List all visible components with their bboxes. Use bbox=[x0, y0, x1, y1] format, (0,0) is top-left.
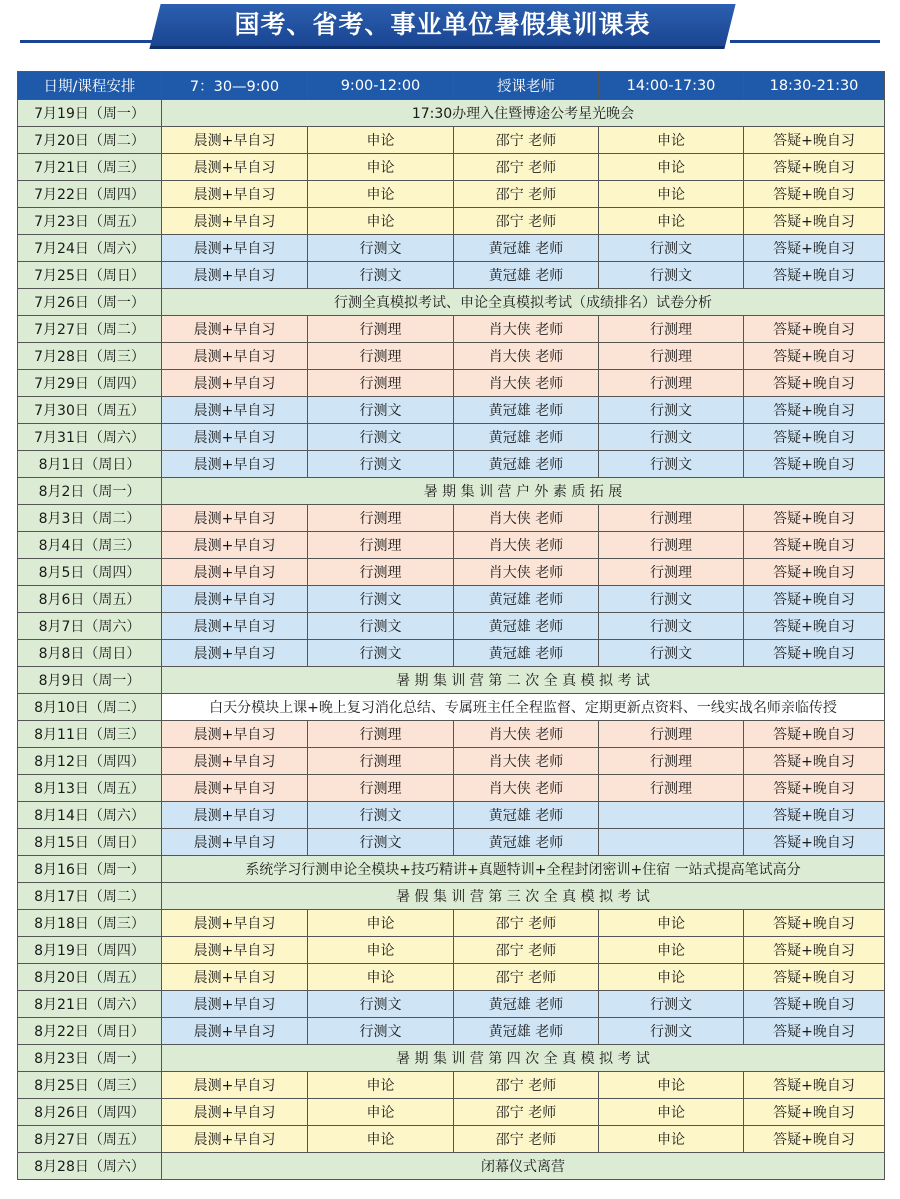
cell-date: 8月20日（周五） bbox=[18, 964, 162, 991]
cell-morning-session: 行测文 bbox=[308, 1018, 454, 1045]
cell-afternoon-session: 行测文 bbox=[599, 640, 744, 667]
cell-teacher: 黄冠雄 老师 bbox=[454, 235, 599, 262]
cell-morning-session: 行测理 bbox=[308, 775, 454, 802]
cell-date: 7月20日（周二） bbox=[18, 127, 162, 154]
cell-date: 8月9日（周一） bbox=[18, 667, 162, 694]
cell-evening-session: 答疑+晚自习 bbox=[744, 910, 885, 937]
cell-afternoon-session: 申论 bbox=[599, 1126, 744, 1153]
cell-event: 暑 假 集 训 营 第 三 次 全 真 模 拟 考 试 bbox=[162, 883, 885, 910]
cell-early-session: 晨测+早自习 bbox=[162, 181, 308, 208]
cell-morning-session: 行测理 bbox=[308, 505, 454, 532]
cell-morning-session: 行测理 bbox=[308, 343, 454, 370]
cell-early-session: 晨测+早自习 bbox=[162, 451, 308, 478]
cell-teacher: 黄冠雄 老师 bbox=[454, 829, 599, 856]
cell-teacher: 肖大侠 老师 bbox=[454, 316, 599, 343]
cell-date: 8月23日（周一） bbox=[18, 1045, 162, 1072]
cell-afternoon-session: 行测理 bbox=[599, 370, 744, 397]
table-row bbox=[18, 100, 885, 127]
cell-teacher: 黄冠雄 老师 bbox=[454, 262, 599, 289]
cell-afternoon-session: 申论 bbox=[599, 937, 744, 964]
cell-afternoon-session: 行测文 bbox=[599, 235, 744, 262]
cell-teacher: 肖大侠 老师 bbox=[454, 748, 599, 775]
cell-afternoon-session: 申论 bbox=[599, 127, 744, 154]
cell-afternoon-session: 行测文 bbox=[599, 991, 744, 1018]
cell-morning-session: 行测文 bbox=[308, 397, 454, 424]
cell-early-session: 晨测+早自习 bbox=[162, 559, 308, 586]
cell-morning-session: 申论 bbox=[308, 208, 454, 235]
table-row bbox=[18, 316, 885, 343]
cell-date: 7月28日（周三） bbox=[18, 343, 162, 370]
cell-early-session: 晨测+早自习 bbox=[162, 262, 308, 289]
cell-evening-session: 答疑+晚自习 bbox=[744, 991, 885, 1018]
cell-afternoon-session: 行测理 bbox=[599, 559, 744, 586]
cell-afternoon-session: 行测文 bbox=[599, 424, 744, 451]
cell-date: 7月31日（周六） bbox=[18, 424, 162, 451]
cell-morning-session: 行测理 bbox=[308, 559, 454, 586]
table-row bbox=[18, 667, 885, 694]
cell-evening-session: 答疑+晚自习 bbox=[744, 937, 885, 964]
cell-afternoon-session: 行测理 bbox=[599, 343, 744, 370]
cell-teacher: 肖大侠 老师 bbox=[454, 721, 599, 748]
cell-date: 7月22日（周四） bbox=[18, 181, 162, 208]
cell-afternoon-session: 行测理 bbox=[599, 532, 744, 559]
header-slot-morning-early: 7：30—9:00 bbox=[162, 72, 308, 100]
cell-evening-session: 答疑+晚自习 bbox=[744, 613, 885, 640]
table-row bbox=[18, 1018, 885, 1045]
cell-afternoon-session: 行测文 bbox=[599, 586, 744, 613]
cell-afternoon-session: 行测文 bbox=[599, 451, 744, 478]
cell-teacher: 邵宁 老师 bbox=[454, 964, 599, 991]
cell-afternoon-session: 申论 bbox=[599, 1099, 744, 1126]
cell-morning-session: 行测文 bbox=[308, 424, 454, 451]
cell-evening-session: 答疑+晚自习 bbox=[744, 721, 885, 748]
cell-evening-session: 答疑+晚自习 bbox=[744, 1126, 885, 1153]
cell-early-session: 晨测+早自习 bbox=[162, 424, 308, 451]
cell-evening-session: 答疑+晚自习 bbox=[744, 802, 885, 829]
cell-teacher: 肖大侠 老师 bbox=[454, 532, 599, 559]
table-row bbox=[18, 208, 885, 235]
cell-afternoon-session: 行测文 bbox=[599, 613, 744, 640]
cell-event: 暑 期 集 训 营 第 四 次 全 真 模 拟 考 试 bbox=[162, 1045, 885, 1072]
cell-early-session: 晨测+早自习 bbox=[162, 1099, 308, 1126]
cell-evening-session: 答疑+晚自习 bbox=[744, 154, 885, 181]
cell-date: 7月23日（周五） bbox=[18, 208, 162, 235]
cell-afternoon-session: 行测文 bbox=[599, 262, 744, 289]
cell-morning-session: 行测理 bbox=[308, 748, 454, 775]
cell-evening-session: 答疑+晚自习 bbox=[744, 748, 885, 775]
table-row bbox=[18, 613, 885, 640]
cell-early-session: 晨测+早自习 bbox=[162, 208, 308, 235]
cell-teacher: 邵宁 老师 bbox=[454, 154, 599, 181]
cell-morning-session: 行测理 bbox=[308, 721, 454, 748]
cell-evening-session: 答疑+晚自习 bbox=[744, 1018, 885, 1045]
table-row bbox=[18, 181, 885, 208]
cell-date: 8月18日（周三） bbox=[18, 910, 162, 937]
cell-evening-session: 答疑+晚自习 bbox=[744, 1072, 885, 1099]
table-row bbox=[18, 235, 885, 262]
table-row bbox=[18, 154, 885, 181]
cell-date: 8月4日（周三） bbox=[18, 532, 162, 559]
cell-evening-session: 答疑+晚自习 bbox=[744, 775, 885, 802]
cell-evening-session: 答疑+晚自习 bbox=[744, 262, 885, 289]
cell-morning-session: 行测文 bbox=[308, 640, 454, 667]
cell-evening-session: 答疑+晚自习 bbox=[744, 370, 885, 397]
cell-event: 暑 期 集 训 营 户 外 素 质 拓 展 bbox=[162, 478, 885, 505]
cell-early-session: 晨测+早自习 bbox=[162, 964, 308, 991]
cell-early-session: 晨测+早自习 bbox=[162, 721, 308, 748]
table-row bbox=[18, 343, 885, 370]
cell-teacher: 邵宁 老师 bbox=[454, 937, 599, 964]
table-row bbox=[18, 397, 885, 424]
cell-early-session: 晨测+早自习 bbox=[162, 613, 308, 640]
cell-teacher: 黄冠雄 老师 bbox=[454, 802, 599, 829]
cell-evening-session: 答疑+晚自习 bbox=[744, 343, 885, 370]
cell-early-session: 晨测+早自习 bbox=[162, 316, 308, 343]
cell-early-session: 晨测+早自习 bbox=[162, 586, 308, 613]
table-row bbox=[18, 775, 885, 802]
cell-early-session: 晨测+早自习 bbox=[162, 937, 308, 964]
cell-afternoon-session bbox=[599, 802, 744, 829]
cell-date: 8月10日（周二） bbox=[18, 694, 162, 721]
cell-afternoon-session: 申论 bbox=[599, 910, 744, 937]
cell-morning-session: 申论 bbox=[308, 154, 454, 181]
cell-date: 7月25日（周日） bbox=[18, 262, 162, 289]
table-row bbox=[18, 802, 885, 829]
cell-evening-session: 答疑+晚自习 bbox=[744, 964, 885, 991]
table-row bbox=[18, 910, 885, 937]
cell-morning-session: 行测理 bbox=[308, 532, 454, 559]
schedule-table bbox=[17, 71, 885, 1180]
cell-early-session: 晨测+早自习 bbox=[162, 640, 308, 667]
cell-afternoon-session: 行测理 bbox=[599, 775, 744, 802]
cell-date: 8月1日（周日） bbox=[18, 451, 162, 478]
cell-teacher: 黄冠雄 老师 bbox=[454, 640, 599, 667]
table-row bbox=[18, 1153, 885, 1180]
table-row bbox=[18, 991, 885, 1018]
cell-afternoon-session: 申论 bbox=[599, 964, 744, 991]
cell-morning-session: 行测文 bbox=[308, 802, 454, 829]
table-row bbox=[18, 856, 885, 883]
cell-date: 8月3日（周二） bbox=[18, 505, 162, 532]
cell-date: 8月6日（周五） bbox=[18, 586, 162, 613]
cell-afternoon-session: 行测理 bbox=[599, 748, 744, 775]
cell-teacher: 黄冠雄 老师 bbox=[454, 613, 599, 640]
cell-morning-session: 申论 bbox=[308, 964, 454, 991]
cell-evening-session: 答疑+晚自习 bbox=[744, 397, 885, 424]
cell-teacher: 黄冠雄 老师 bbox=[454, 424, 599, 451]
cell-event: 17:30办理入住暨博途公考星光晚会 bbox=[162, 100, 885, 127]
cell-morning-session: 申论 bbox=[308, 1072, 454, 1099]
cell-early-session: 晨测+早自习 bbox=[162, 829, 308, 856]
header-row bbox=[18, 72, 885, 100]
cell-teacher: 黄冠雄 老师 bbox=[454, 451, 599, 478]
cell-morning-session: 行测文 bbox=[308, 829, 454, 856]
cell-evening-session: 答疑+晚自习 bbox=[744, 1099, 885, 1126]
table-row bbox=[18, 1045, 885, 1072]
cell-event: 暑 期 集 训 营 第 二 次 全 真 模 拟 考 试 bbox=[162, 667, 885, 694]
cell-morning-session: 行测文 bbox=[308, 586, 454, 613]
header-slot-morning: 9:00-12:00 bbox=[308, 72, 454, 100]
table-row bbox=[18, 1072, 885, 1099]
header-date: 日期/课程安排 bbox=[18, 72, 162, 100]
cell-event: 白天分模块上课+晚上复习消化总结、专属班主任全程监督、定期更新点资料、一线实战名师亲临传授 bbox=[162, 694, 885, 721]
cell-evening-session: 答疑+晚自习 bbox=[744, 532, 885, 559]
table-row bbox=[18, 640, 885, 667]
cell-morning-session: 申论 bbox=[308, 181, 454, 208]
cell-date: 8月5日（周四） bbox=[18, 559, 162, 586]
cell-early-session: 晨测+早自习 bbox=[162, 154, 308, 181]
cell-teacher: 黄冠雄 老师 bbox=[454, 991, 599, 1018]
cell-morning-session: 申论 bbox=[308, 127, 454, 154]
header-slot-evening: 18:30-21:30 bbox=[744, 72, 885, 100]
table-row bbox=[18, 748, 885, 775]
title-banner bbox=[0, 0, 900, 56]
table-row bbox=[18, 883, 885, 910]
header-teacher: 授课老师 bbox=[454, 72, 599, 100]
cell-teacher: 邵宁 老师 bbox=[454, 127, 599, 154]
cell-early-session: 晨测+早自习 bbox=[162, 397, 308, 424]
cell-afternoon-session: 申论 bbox=[599, 154, 744, 181]
cell-date: 8月2日（周一） bbox=[18, 478, 162, 505]
cell-teacher: 肖大侠 老师 bbox=[454, 343, 599, 370]
table-row bbox=[18, 694, 885, 721]
table-row bbox=[18, 937, 885, 964]
table-row bbox=[18, 1126, 885, 1153]
cell-teacher: 邵宁 老师 bbox=[454, 1126, 599, 1153]
cell-teacher: 邵宁 老师 bbox=[454, 910, 599, 937]
cell-early-session: 晨测+早自习 bbox=[162, 1072, 308, 1099]
cell-teacher: 黄冠雄 老师 bbox=[454, 397, 599, 424]
table-row bbox=[18, 289, 885, 316]
cell-teacher: 肖大侠 老师 bbox=[454, 505, 599, 532]
cell-date: 8月8日（周日） bbox=[18, 640, 162, 667]
cell-evening-session: 答疑+晚自习 bbox=[744, 424, 885, 451]
cell-early-session: 晨测+早自习 bbox=[162, 343, 308, 370]
table-row bbox=[18, 424, 885, 451]
table-row bbox=[18, 829, 885, 856]
cell-morning-session: 行测文 bbox=[308, 991, 454, 1018]
cell-date: 8月16日（周一） bbox=[18, 856, 162, 883]
cell-morning-session: 申论 bbox=[308, 1126, 454, 1153]
cell-date: 8月22日（周日） bbox=[18, 1018, 162, 1045]
cell-afternoon-session bbox=[599, 829, 744, 856]
cell-afternoon-session: 行测理 bbox=[599, 316, 744, 343]
title-rule-right bbox=[730, 40, 880, 43]
cell-morning-session: 行测文 bbox=[308, 235, 454, 262]
cell-afternoon-session: 行测理 bbox=[599, 505, 744, 532]
cell-evening-session: 答疑+晚自习 bbox=[744, 316, 885, 343]
cell-early-session: 晨测+早自习 bbox=[162, 748, 308, 775]
cell-date: 8月25日（周三） bbox=[18, 1072, 162, 1099]
table-row bbox=[18, 451, 885, 478]
cell-teacher: 肖大侠 老师 bbox=[454, 559, 599, 586]
cell-evening-session: 答疑+晚自习 bbox=[744, 451, 885, 478]
cell-event: 行测全真模拟考试、申论全真模拟考试（成绩排名）试卷分析 bbox=[162, 289, 885, 316]
cell-early-session: 晨测+早自习 bbox=[162, 775, 308, 802]
cell-date: 7月29日（周四） bbox=[18, 370, 162, 397]
cell-afternoon-session: 行测文 bbox=[599, 1018, 744, 1045]
cell-evening-session: 答疑+晚自习 bbox=[744, 559, 885, 586]
cell-evening-session: 答疑+晚自习 bbox=[744, 181, 885, 208]
cell-early-session: 晨测+早自习 bbox=[162, 910, 308, 937]
cell-date: 7月24日（周六） bbox=[18, 235, 162, 262]
cell-teacher: 邵宁 老师 bbox=[454, 1072, 599, 1099]
table-row bbox=[18, 478, 885, 505]
cell-evening-session: 答疑+晚自习 bbox=[744, 127, 885, 154]
cell-date: 7月21日（周三） bbox=[18, 154, 162, 181]
cell-event: 闭幕仪式离营 bbox=[162, 1153, 885, 1180]
cell-early-session: 晨测+早自习 bbox=[162, 370, 308, 397]
cell-date: 7月30日（周五） bbox=[18, 397, 162, 424]
cell-evening-session: 答疑+晚自习 bbox=[744, 235, 885, 262]
cell-morning-session: 行测理 bbox=[308, 370, 454, 397]
cell-date: 8月27日（周五） bbox=[18, 1126, 162, 1153]
cell-date: 8月11日（周三） bbox=[18, 721, 162, 748]
cell-afternoon-session: 行测理 bbox=[599, 721, 744, 748]
cell-evening-session: 答疑+晚自习 bbox=[744, 829, 885, 856]
cell-teacher: 邵宁 老师 bbox=[454, 181, 599, 208]
table-row bbox=[18, 964, 885, 991]
cell-afternoon-session: 行测文 bbox=[599, 397, 744, 424]
cell-teacher: 黄冠雄 老师 bbox=[454, 1018, 599, 1045]
cell-morning-session: 行测文 bbox=[308, 451, 454, 478]
cell-event: 系统学习行测申论全模块+技巧精讲+真题特训+全程封闭密训+住宿 一站式提高笔试高分 bbox=[162, 856, 885, 883]
cell-afternoon-session: 申论 bbox=[599, 208, 744, 235]
cell-morning-session: 行测文 bbox=[308, 613, 454, 640]
table-row bbox=[18, 505, 885, 532]
cell-morning-session: 申论 bbox=[308, 910, 454, 937]
cell-date: 7月27日（周二） bbox=[18, 316, 162, 343]
cell-early-session: 晨测+早自习 bbox=[162, 235, 308, 262]
header-slot-afternoon: 14:00-17:30 bbox=[599, 72, 744, 100]
cell-evening-session: 答疑+晚自习 bbox=[744, 640, 885, 667]
cell-date: 8月17日（周二） bbox=[18, 883, 162, 910]
cell-teacher: 肖大侠 老师 bbox=[454, 370, 599, 397]
cell-morning-session: 申论 bbox=[308, 1099, 454, 1126]
cell-teacher: 黄冠雄 老师 bbox=[454, 586, 599, 613]
cell-date: 8月13日（周五） bbox=[18, 775, 162, 802]
cell-morning-session: 申论 bbox=[308, 937, 454, 964]
cell-morning-session: 行测理 bbox=[308, 316, 454, 343]
cell-teacher: 邵宁 老师 bbox=[454, 1099, 599, 1126]
cell-early-session: 晨测+早自习 bbox=[162, 1018, 308, 1045]
cell-early-session: 晨测+早自习 bbox=[162, 1126, 308, 1153]
table-row bbox=[18, 1099, 885, 1126]
cell-early-session: 晨测+早自习 bbox=[162, 532, 308, 559]
cell-date: 8月15日（周日） bbox=[18, 829, 162, 856]
cell-early-session: 晨测+早自习 bbox=[162, 802, 308, 829]
table-row bbox=[18, 559, 885, 586]
cell-afternoon-session: 申论 bbox=[599, 1072, 744, 1099]
cell-evening-session: 答疑+晚自习 bbox=[744, 586, 885, 613]
table-row bbox=[18, 127, 885, 154]
cell-morning-session: 行测文 bbox=[308, 262, 454, 289]
cell-date: 7月26日（周一） bbox=[18, 289, 162, 316]
cell-evening-session: 答疑+晚自习 bbox=[744, 208, 885, 235]
table-row bbox=[18, 586, 885, 613]
cell-early-session: 晨测+早自习 bbox=[162, 991, 308, 1018]
cell-date: 8月28日（周六） bbox=[18, 1153, 162, 1180]
table-row bbox=[18, 532, 885, 559]
page-title: 国考、省考、事业单位暑假集训课表 bbox=[234, 10, 651, 39]
table-row bbox=[18, 370, 885, 397]
cell-date: 8月12日（周四） bbox=[18, 748, 162, 775]
cell-date: 8月26日（周四） bbox=[18, 1099, 162, 1126]
cell-date: 8月19日（周四） bbox=[18, 937, 162, 964]
schedule-body bbox=[18, 100, 885, 1180]
table-row bbox=[18, 721, 885, 748]
title-rule-left bbox=[20, 40, 160, 43]
cell-date: 8月21日（周六） bbox=[18, 991, 162, 1018]
cell-teacher: 邵宁 老师 bbox=[454, 208, 599, 235]
cell-date: 8月7日（周六） bbox=[18, 613, 162, 640]
cell-evening-session: 答疑+晚自习 bbox=[744, 505, 885, 532]
cell-early-session: 晨测+早自习 bbox=[162, 127, 308, 154]
cell-date: 7月19日（周一） bbox=[18, 100, 162, 127]
cell-early-session: 晨测+早自习 bbox=[162, 505, 308, 532]
cell-afternoon-session: 申论 bbox=[599, 181, 744, 208]
table-row bbox=[18, 262, 885, 289]
cell-date: 8月14日（周六） bbox=[18, 802, 162, 829]
cell-teacher: 肖大侠 老师 bbox=[454, 775, 599, 802]
